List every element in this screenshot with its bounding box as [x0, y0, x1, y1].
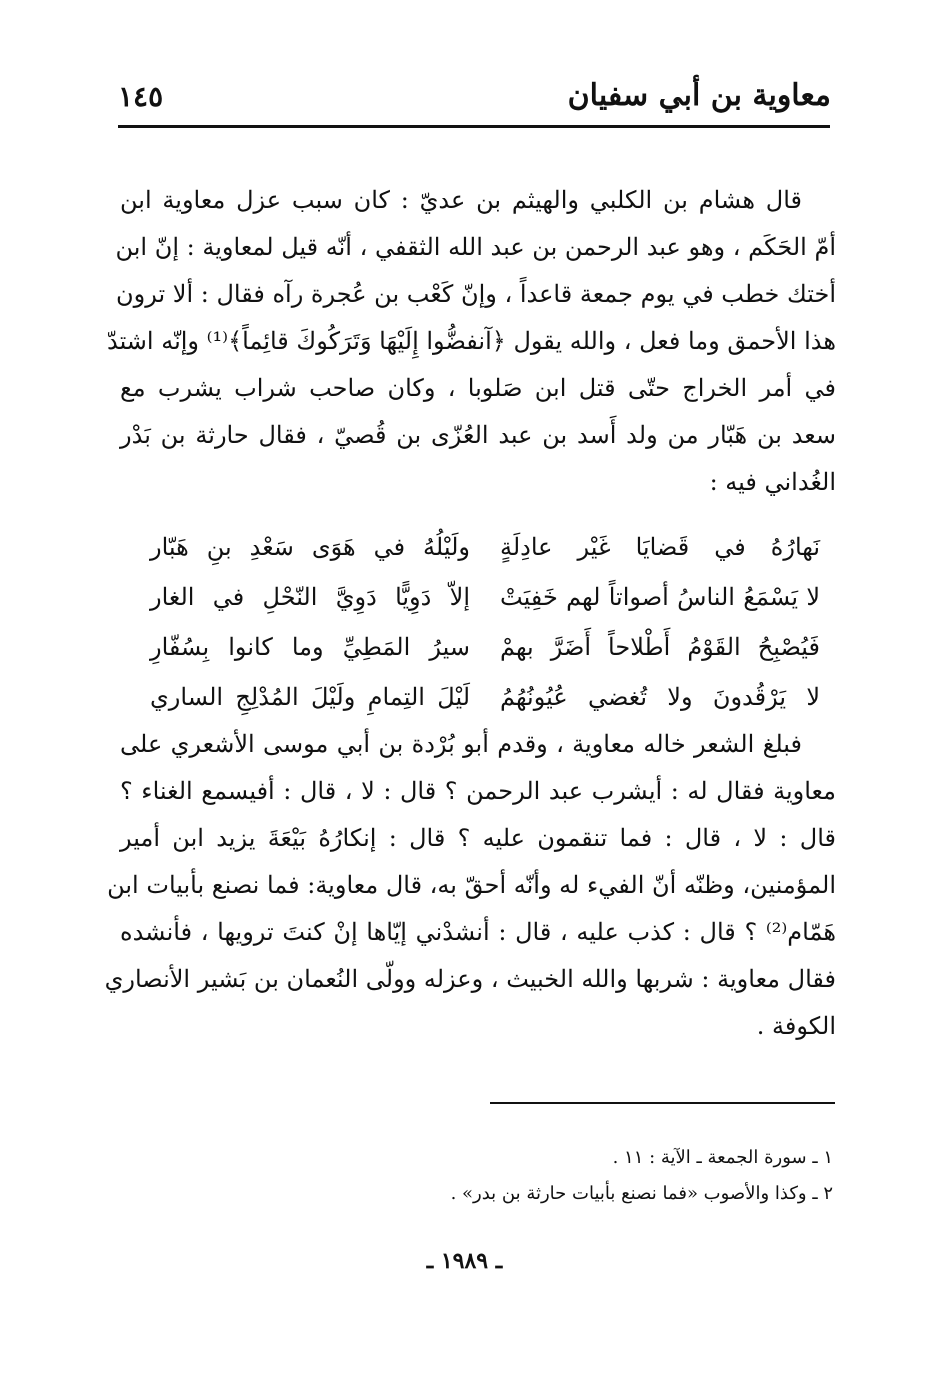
header-rule — [118, 125, 830, 128]
poem-verse — [150, 572, 820, 622]
verse-second-hemistich: لَيْلَ التِمامِ ولَيْلَ المُدْلِجِ الساري — [150, 683, 470, 711]
text-line: الغُداني فيه : — [709, 468, 836, 496]
page-footer-number: ـ ١٩٨٩ ـ — [426, 1248, 503, 1274]
text-line: فبلغ الشعر خاله معاوية ، وقدم أبو بُرْدة بن أبي موسى الأشعري على — [120, 730, 802, 758]
text-line: الكوفة . — [756, 1012, 836, 1040]
footnote: ٢ ـ وكذا والأصوب «فما نصنع بأبيات حارثة بن بدر» . — [450, 1183, 833, 1204]
paragraph-1 — [106, 182, 836, 511]
text-line: فقال معاوية : شربها والله الخبيث ، وعزله وولّى النُعمان بن بَشير الأنصاري — [104, 965, 836, 993]
poem — [150, 522, 820, 722]
text-line: قال : لا ، قال : فما تنقمون عليه ؟ قال : إنكارُهُ بَيْعَةَ يزيد ابن أمير — [120, 824, 836, 852]
footnote-rule — [490, 1102, 835, 1104]
paragraph-2 — [104, 726, 836, 1055]
poem-verse — [150, 522, 820, 572]
text-line: قال هشام بن الكلبي والهيثم بن عديّ : كان سبب عزل معاوية ابن — [120, 186, 802, 214]
running-header-page-number: ١٤٥ — [118, 80, 164, 113]
text-line: المؤمنين، وظنّه أنّ الفيء له وأنّه أحقّ به، قال معاوية: فما نصنع بأبيات ابن — [107, 871, 836, 899]
text-line: في أمر الخراج حتّى قتل ابن صَلوبا ، وكان صاحب شراب يشرب مع — [120, 374, 836, 402]
verse-first-hemistich: نَهارُهُ في قَضايَا غَيْر عادِلَةٍ — [500, 533, 820, 561]
verse-first-hemistich: لا يَرْقُدونَ ولا تُغضي عُيُونُهُمُ — [500, 683, 820, 711]
verse-first-hemistich: فَيُصْبِحُ القَوْمُ أَطْلاحاً أَضَرَّ بهمْ — [500, 633, 820, 661]
verse-second-hemistich: ولَيْلُهُ في هَوَى سَعْدِ بنِ هَبّار — [150, 533, 470, 561]
running-header-title: معاوية بن أبي سفيان — [567, 78, 831, 113]
verse-second-hemistich: سيرُ المَطِيِّ وما كانوا بِسُفّارِ — [150, 633, 470, 661]
poem-verse — [150, 622, 820, 672]
footnotes — [133, 1140, 833, 1212]
text-line: سعد بن هَبّار من ولد أَسد بن عبد العُزّى بن قُصيّ ، فقال حارثة بن بَدْر — [120, 421, 836, 449]
text-line: أختك خطب في يوم جمعة قاعداً ، وإنّ كَعْب بن عُجرة رآه فقال : ألا ترون — [116, 280, 836, 308]
text-line: أمّ الحَكَم ، وهو عبد الرحمن بن عبد الله الثقفي ، أنّه قيل لمعاوية : إنّ ابن — [115, 233, 836, 261]
verse-first-hemistich: لا يَسْمَعُ الناسُ أصواتاً لهم خَفِيَتْ — [500, 583, 820, 611]
text-line: معاوية فقال له : أيشرب عبد الرحمن ؟ قال : لا ، قال : أفيسمع الغناء ؟ — [120, 777, 836, 805]
text-line: هَمّام⁽²⁾ ؟ قال : كذب عليه ، قال : أنشدْني إيّاها إنْ كنتَ ترويها ، فأنشده — [120, 918, 836, 946]
text-line: هذا الأحمق وما فعل ، والله يقول ﴿آنفضُّوا إِلَيْهَا وَتَرَكُوكَ قائِماً﴾⁽¹⁾ وإنّه اشتدّ — [106, 327, 836, 355]
poem-verse — [150, 672, 820, 722]
verse-second-hemistich: إلاّ دَوِيًّا دَوِيَّ النّحْلِ في الغار — [150, 583, 470, 611]
footnote: ١ ـ سورة الجمعة ـ الآية : ١١ . — [612, 1147, 833, 1168]
